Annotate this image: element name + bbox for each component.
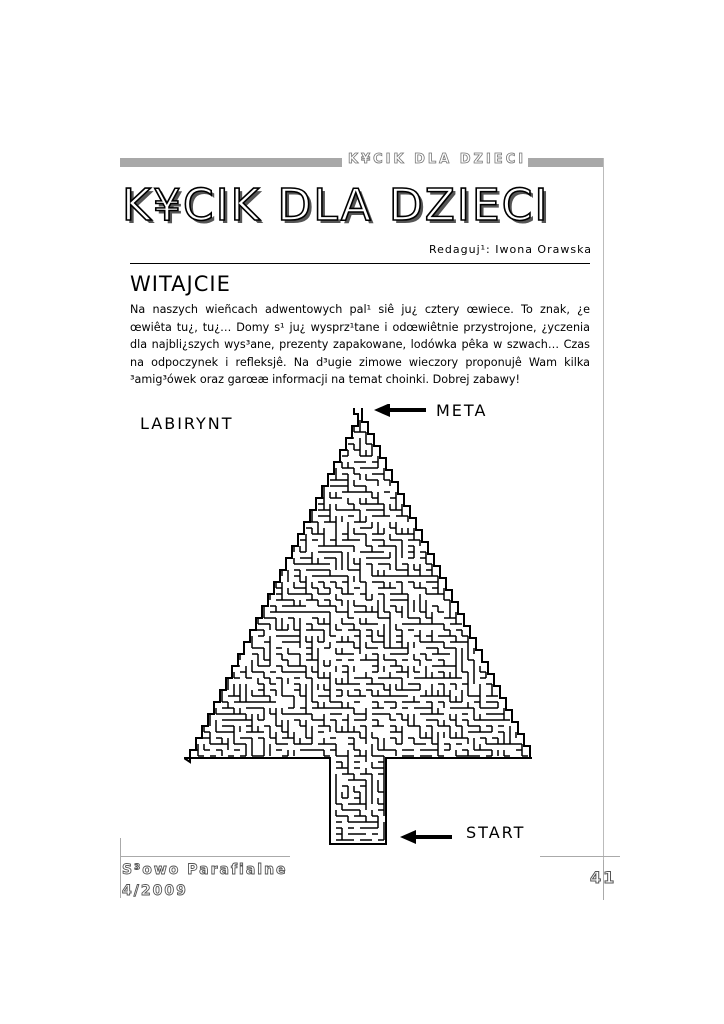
publication-issue: 4/2009 [122,883,188,899]
page-number: 41 [590,868,617,887]
maze-walls [184,408,532,844]
footer-rule-right [540,856,620,857]
article-heading: WITAJCIE [130,272,231,296]
header-bar-right [528,158,604,167]
footer-rule-left [120,856,290,857]
running-title: K¥CIK DLA DZIECI [348,152,527,167]
right-margin-rule [603,158,604,878]
christmas-tree-maze [184,404,544,850]
publication-name: S³owo Parafialne [122,862,288,878]
start-label: START [466,823,526,842]
maze-label: LABIRYNT [140,414,234,433]
finish-arrow-icon [374,404,426,417]
article-intro: Na naszych wieñcach adwentowych pal¹ siê ju¿ cztery œwiece. To znak, ¿e œwiêta tu¿, tu¿… Domy s¹ ju¿ wysprz¹tane i odœwiêtnie przystrojone, ¿yczenia dla najbli¿szych wys³ane, prezenty zapakowane, lodówka pêka w szwach… Czas na odpoczynek i refleksjê. Na d³ugie zimowe wieczory proponujê Wam kilka ³amig³ówek oraz garœæ informacji na temat choinki. Dobrej zabawy! [130,303,590,387]
section-title: K¥CIK DLA DZIECI [122,180,550,231]
start-arrow-icon [400,830,452,844]
footer-rule-vertical-left [120,838,121,898]
title-rule [130,263,590,264]
editor-credit: Redaguj¹: Iwona Orawska [428,243,592,256]
finish-label: META [436,401,488,420]
header-bar-left [120,158,342,167]
